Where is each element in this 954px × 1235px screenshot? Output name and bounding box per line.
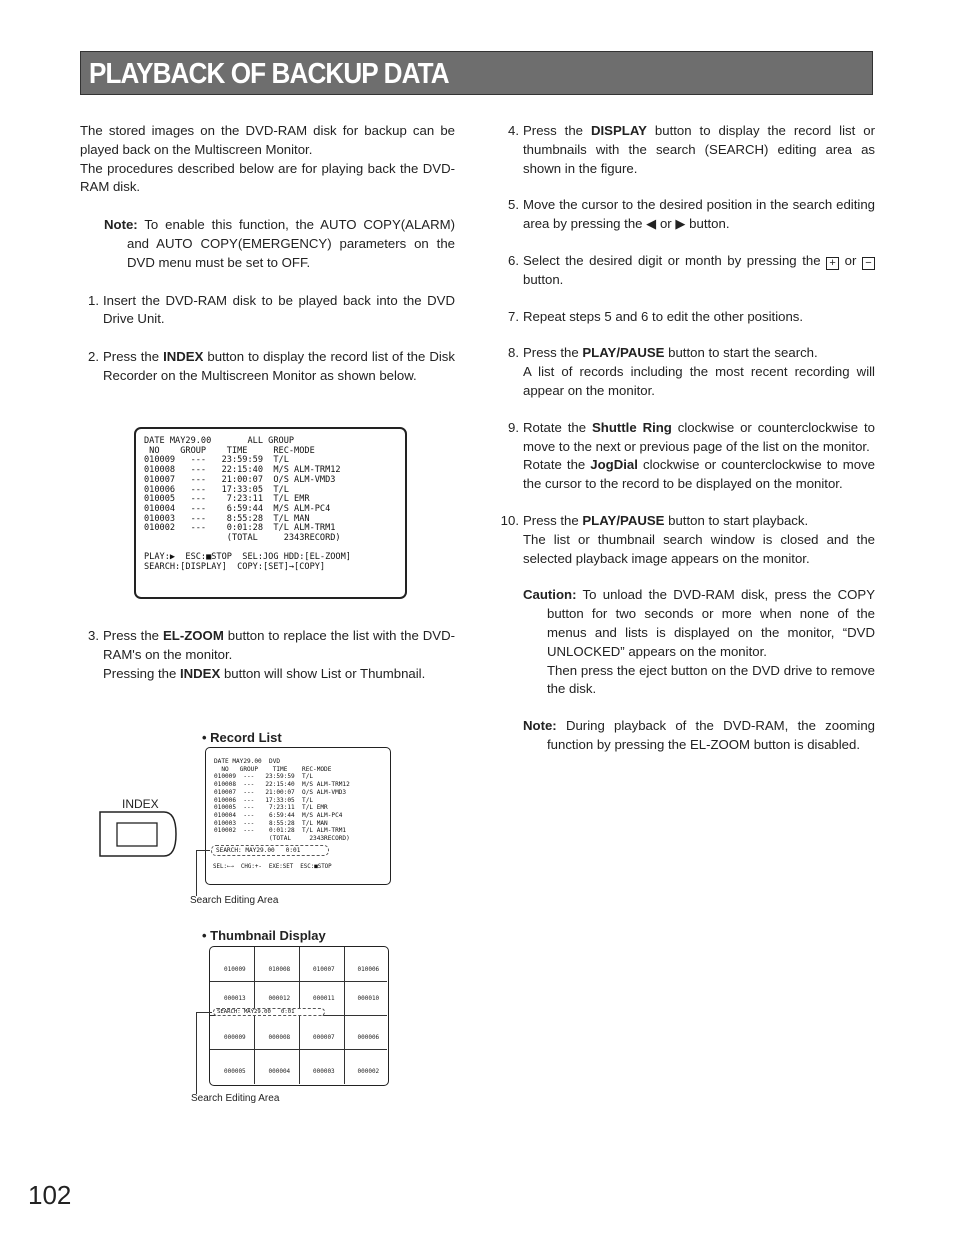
thumbnail-search-editing-area: SEARCH: MAY29.00 0:01: [213, 1008, 325, 1016]
minus-button-icon: −: [862, 257, 875, 270]
leader-line: [196, 850, 210, 851]
thumbnail-cell[interactable]: 000006: [357, 1034, 380, 1041]
screen-line: 010009 --- 23:59:59 T/L: [144, 455, 289, 466]
leader-line: [196, 850, 197, 896]
note-text: To enable this function, the AUTO COPY(ALARM) and AUTO COPY(EMERGENCY) parameters on the DVD menu must be set to OFF.: [127, 217, 455, 270]
screen-line: NO GROUP TIME REC-MODE: [144, 445, 315, 456]
screen-line: 010003 --- 8:55:28 T/L MAN: [144, 513, 310, 524]
thumbnail-cell[interactable]: 000003: [313, 1068, 335, 1075]
screen-line: SEARCH:[DISPLAY] COPY:[SET]→[COPY]: [144, 562, 326, 573]
thumbnail-cell[interactable]: 000007: [313, 1034, 335, 1041]
thumbnail-cell[interactable]: 000013: [224, 995, 246, 1002]
screen-line: 010008 --- 22:15:40 M/S ALM-TRM12: [144, 465, 341, 476]
screen-text: [214, 758, 350, 843]
step-text: Insert the DVD-RAM disk to be played back into the DVD Drive Unit.: [103, 292, 455, 327]
page-number: 102: [28, 1180, 72, 1210]
step-number: 2.: [88, 349, 99, 365]
record-list-caption: • Record List: [202, 730, 282, 745]
leader-line: [196, 1012, 197, 1094]
step-10: 10. Press the PLAY/PAUSE button to start playback. The list or thumbnail search window is closed and the selected playback image appears on the monitor.: [500, 512, 875, 566]
record-list-line: 010007 --- 21:00:07 O/S ALM-VMD3: [214, 788, 347, 796]
thumbnail-cell[interactable]: 000004: [268, 1068, 291, 1075]
intro-paragraph-1: The stored images on the DVD-RAM disk for backup can be played back on the Multiscreen Monitor.: [80, 123, 455, 157]
screen-line: DATE MAY29.00 ALL GROUP: [144, 436, 295, 446]
record-list-line: NO GROUP TIME REC-MODE: [214, 765, 332, 773]
record-list-line: 010009 --- 23:59:59 T/L: [214, 773, 314, 781]
step-text: Press the EL-ZOOM button to replace the list with the DVD-RAM's on the monitor. Pressing the INDEX button will show List or Thumbnail.: [103, 628, 455, 681]
thumbnail-cell[interactable]: 000010: [357, 995, 380, 1002]
screen-line: 010002 --- 0:01:28 T/L ALM-TRM1: [144, 523, 336, 534]
step-5: 5. Move the cursor to the desired position in the search editing area by pressing the ◀ or ▶ button.: [508, 197, 875, 232]
thumbnail-search-editing-area-label: Search Editing Area: [191, 1093, 280, 1104]
step-1: [80, 292, 455, 330]
step-2: [80, 348, 455, 386]
intro-paragraph-2: The procedures described below are for playing back the DVD-RAM disk.: [80, 160, 455, 195]
title-bar: [80, 51, 873, 95]
step-text: Press the INDEX button to display the record list of the Disk Recorder on the Multiscreen Monitor as shown below.: [103, 349, 455, 383]
record-list-screen: [134, 427, 407, 599]
screen-text: [144, 437, 351, 573]
left-column: [80, 122, 455, 386]
screen-line: 010006 --- 17:33:05 T/L: [144, 484, 289, 495]
step-number: 1.: [88, 292, 99, 308]
screen-footer: SEL:←→ CHG:+- EXE:SET ESC:■STOP: [213, 864, 332, 870]
step-number: 3.: [88, 628, 99, 643]
step-4: 4. Press the DISPLAY button to display the record list or thumbnails with the search (SEARCH) editing area as shown in the figure.: [508, 123, 875, 176]
left-note: [80, 216, 455, 272]
step-8: 8. Press the PLAY/PAUSE button to start the search. A list of records including the most recent recording will appear on the monitor.: [508, 345, 875, 398]
step-3: [80, 627, 455, 683]
thumbnail-cell[interactable]: 000008: [268, 1034, 291, 1041]
thumbnail-cell[interactable]: 000002: [357, 1068, 380, 1075]
record-list-line: 010005 --- 7:23:11 T/L EMR: [214, 804, 328, 812]
thumbnail-cell[interactable]: 010008: [268, 966, 291, 973]
right-note: Note: During playback of the DVD-RAM, the zooming function by pressing the EL-ZOOM button is disabled.: [523, 718, 875, 752]
thumbnail-caption: • Thumbnail Display: [202, 928, 326, 943]
record-list-line: 010002 --- 0:01:28 T/L ALM-TRM1: [214, 827, 347, 835]
left-column-step3: [80, 627, 455, 683]
step-7: 7. Repeat steps 5 and 6 to edit the other positions.: [508, 308, 804, 324]
thumbnail-cell[interactable]: 010007: [313, 966, 335, 973]
record-list-line: 010004 --- 6:59:44 M/S ALM-PC4: [214, 811, 343, 819]
record-list-line: DATE MAY29.00 DVD: [214, 758, 281, 765]
index-label: INDEX: [122, 797, 159, 811]
record-list-line: 010006 --- 17:33:05 T/L: [214, 796, 314, 804]
screen-line: PLAY:▶ ESC:■STOP SEL:JOG HDD:[EL-ZOOM]: [144, 552, 351, 563]
screen-line: 010005 --- 7:23:11 T/L EMR: [144, 494, 310, 505]
screen-line: 010007 --- 21:00:07 O/S ALM-VMD3: [144, 474, 336, 485]
thumbnail-cell[interactable]: 000011: [313, 995, 335, 1002]
dvd-record-list-screen: [205, 747, 391, 885]
thumbnail-cell[interactable]: 000009: [224, 1034, 246, 1041]
record-list-line: (TOTAL 2343RECORD): [214, 835, 350, 843]
record-list-line: 010008 --- 22:15:40 M/S ALM-TRM12: [214, 781, 350, 789]
thumbnail-screen: [209, 946, 389, 1086]
caution: Caution: To unload the DVD-RAM disk, press the COPY button for two seconds or more when none of the menus and lists is displayed on the monitor, “DVD UNLOCKED” appears on the monitor. Then press the eject button on the DVD drive to remove the disk.: [523, 587, 875, 697]
thumbnail-cell[interactable]: 000005: [224, 1068, 246, 1075]
search-editing-area: SEARCH: MAY29.00 0:01: [211, 845, 329, 856]
record-list-line: 010003 --- 8:55:28 T/L MAN: [214, 819, 328, 827]
screen-line: 010004 --- 6:59:44 M/S ALM-PC4: [144, 503, 331, 514]
note-label: Note:: [104, 217, 138, 233]
screen-line: (TOTAL 2343RECORD): [144, 533, 341, 544]
right-column: [500, 122, 875, 755]
thumbnail-cell[interactable]: 010006: [357, 966, 380, 973]
index-button-icon: [98, 810, 180, 858]
thumbnail-cell[interactable]: 000012: [268, 995, 291, 1002]
page-title: PLAYBACK OF BACKUP DATA: [89, 58, 449, 90]
plus-button-icon: +: [826, 257, 839, 270]
leader-line: [196, 1012, 212, 1013]
step-9: 9. Rotate the Shuttle Ring clockwise or counterclockwise to move to the next or previous page of the list on the monitor. Rotate the JogDial clockwise or counterclockwise to move the cursor to the record to be displayed on the monitor.: [508, 419, 876, 492]
step-6: 6. Select the desired digit or month by pressing the + or − button.: [500, 252, 875, 290]
thumbnail-cell[interactable]: 010009: [224, 966, 246, 973]
search-editing-area-label: Search Editing Area: [190, 895, 279, 906]
